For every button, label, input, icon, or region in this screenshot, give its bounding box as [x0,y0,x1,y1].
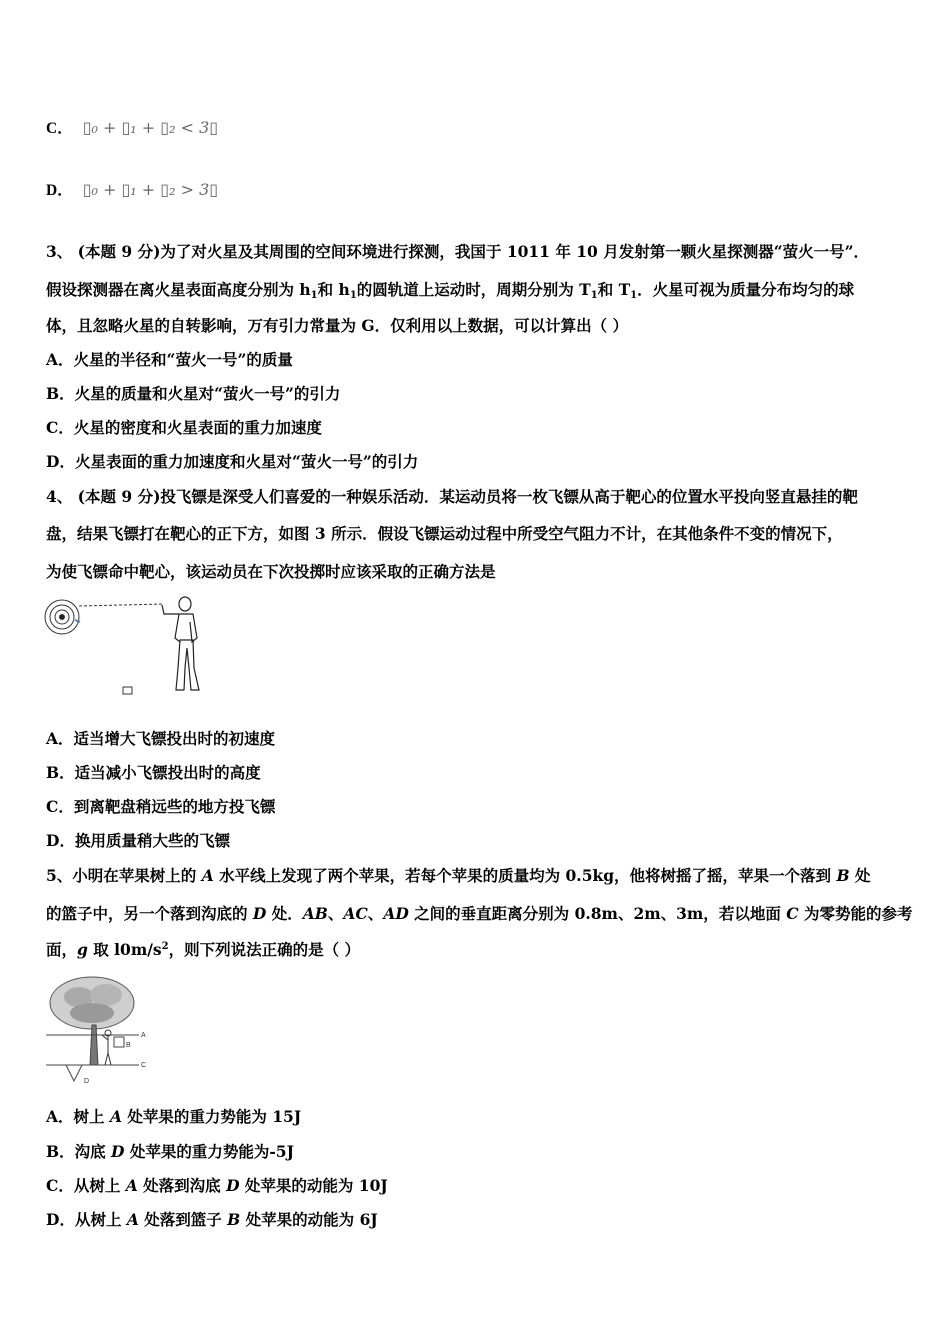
q4-stem-line-1: 4、 (本题 9 分)投飞镖是深受人们喜爱的一种娱乐活动．某运动员将一枚飞镖从高于靶心的位置水平投向竖直悬挂的靶 [46,487,858,506]
q5-option-b [46,1140,294,1162]
label-a: A [141,1032,146,1039]
q2-option-d-formula: ▯₀ + ▯₁ + ▯₂ > 3▯ [82,180,219,199]
q4-stem-line-2: 盘，结果飞镖打在靶心的正下方，如图 3 所示．假设飞镖运动过程中所受空气阻力不计，在其他条件不变的情况下， [46,524,843,543]
q5-text: 处苹果的动能为 6J [240,1210,378,1229]
q3-stem-text: 假设探测器在离火星表面高度分别为 h [46,280,311,299]
q3-stem-text: 和 T [597,280,631,299]
q3-option-d: D．火星表面的重力加速度和火星对“萤火一号”的引力 [46,452,419,471]
q3-stem-line-2 [46,278,854,301]
q5-text: A．树上 [46,1107,110,1126]
label-b: B [126,1042,131,1049]
q5-variable: B [227,1210,241,1229]
q5-text: 之间的垂直距离分别为 0.8m、2m、3m，若以地面 [408,904,787,923]
q4-option-a: A．适当增大飞镖投出时的初速度 [46,729,276,748]
q5-text: 处落到沟底 [137,1176,227,1195]
q5-variable: A [126,1210,139,1229]
q5-variable: D [252,904,267,923]
q5-text: 取 l0m/s [87,940,162,959]
q5-text: B．沟底 [46,1142,111,1161]
q5-text: 、 [367,904,384,923]
dart-icon [75,620,80,622]
q3-stem-text: 和 h [317,280,350,299]
q3-stem-text: 的圆轨道上运动时，周期分别为 T [356,280,591,299]
q5-option-d [46,1208,378,1230]
q5-variable: D [111,1142,125,1161]
q5-text: 处苹果的重力势能为-5J [124,1142,294,1161]
q5-variable: AC [343,904,368,923]
q5-variable: AD [383,904,409,923]
label-c: C [141,1062,147,1069]
figure-marker [123,687,132,694]
q5-text: 处落到篮子 [138,1210,228,1229]
basket-icon [114,1037,124,1047]
q3-option-a: A．火星的半径和“萤火一号”的质量 [46,350,293,369]
q5-text: 的篮子中，另一个落到沟底的 [46,904,253,923]
dart-trajectory [79,604,164,606]
apple-tree-figure [44,975,154,1087]
q4-option-c: C．到离靶盘稍远些的地方投飞镖 [46,797,276,816]
q5-text: 处． [266,904,303,923]
q5-stem-line-1 [46,864,870,886]
q5-text: ，则下列说法正确的是（ ） [168,940,360,959]
q5-text: 为零势能的参考 [798,904,913,923]
q5-variable: AB [302,904,328,923]
q4-option-d: D．换用质量稍大些的飞镖 [46,831,230,850]
q2-option-c [46,116,218,138]
q5-variable: D [226,1176,240,1195]
dart-throw-figure [42,592,217,696]
q4-option-b: B．适当减小飞镖投出时的高度 [46,763,261,782]
q5-variable: A [125,1176,138,1195]
tree-canopy-icon [50,977,134,1029]
q5-stem-line-3 [46,938,360,960]
subscript: 1 [590,290,598,301]
subscript: 1 [349,290,357,301]
thrower-figure [162,597,199,690]
q2-option-c-formula: ▯₀ + ▯₁ + ▯₂ < 3▯ [82,118,219,137]
q5-variable: g [77,940,88,959]
q3-stem-line-3: 体，且忽略火星的自转影响，万有引力常量为 G．仅利用以上数据，可以计算出（ ） [46,316,629,335]
q3-stem-line-1: 3、 (本题 9 分)为了对火星及其周围的空间环境进行探测，我国于 1011 年 10 月发射第一颗火星探测器“萤火一号”． [46,242,870,261]
tree-trunk [90,1025,98,1065]
q5-text: 、 [327,904,344,923]
dartboard-icon [45,600,79,634]
q5-option-a [46,1105,301,1127]
q5-text: 水平线上发现了两个苹果，若每个苹果的质量均为 0.5kg，他将树摇了摇，苹果一个落到 [213,866,837,885]
q2-option-d-label: D． [46,182,73,199]
subscript: 1 [310,290,318,301]
q5-text: C．从树上 [46,1176,126,1195]
q5-stem-line-2 [46,902,912,924]
q2-option-c-label: C． [46,120,73,137]
q5-option-c [46,1174,388,1196]
subscript: 1 [630,290,638,301]
q5-text: 面， [46,940,78,959]
q3-option-b: B．火星的质量和火星对“萤火一号”的引力 [46,384,341,403]
q4-stem-line-3: 为使飞镖命中靶心，该运动员在下次投掷时应该采取的正确方法是 [46,562,496,581]
q3-stem-text: ．火星可视为质量分布均匀的球 [637,280,855,299]
q5-text: D．从树上 [46,1210,127,1229]
q5-variable: A [201,866,214,885]
q5-text: 5、小明在苹果树上的 [46,866,202,885]
q5-variable: B [836,866,850,885]
ditch [66,1065,82,1081]
q5-variable: A [109,1107,122,1126]
q5-variable: C [786,904,799,923]
q2-option-d [46,178,218,200]
q5-text: 处苹果的动能为 10J [239,1176,388,1195]
label-d: D [84,1078,90,1085]
superscript: 2 [161,941,169,952]
q5-text: 处 [849,866,871,885]
q5-text: 处苹果的重力势能为 15J [121,1107,302,1126]
q3-option-c: C．火星的密度和火星表面的重力加速度 [46,418,322,437]
